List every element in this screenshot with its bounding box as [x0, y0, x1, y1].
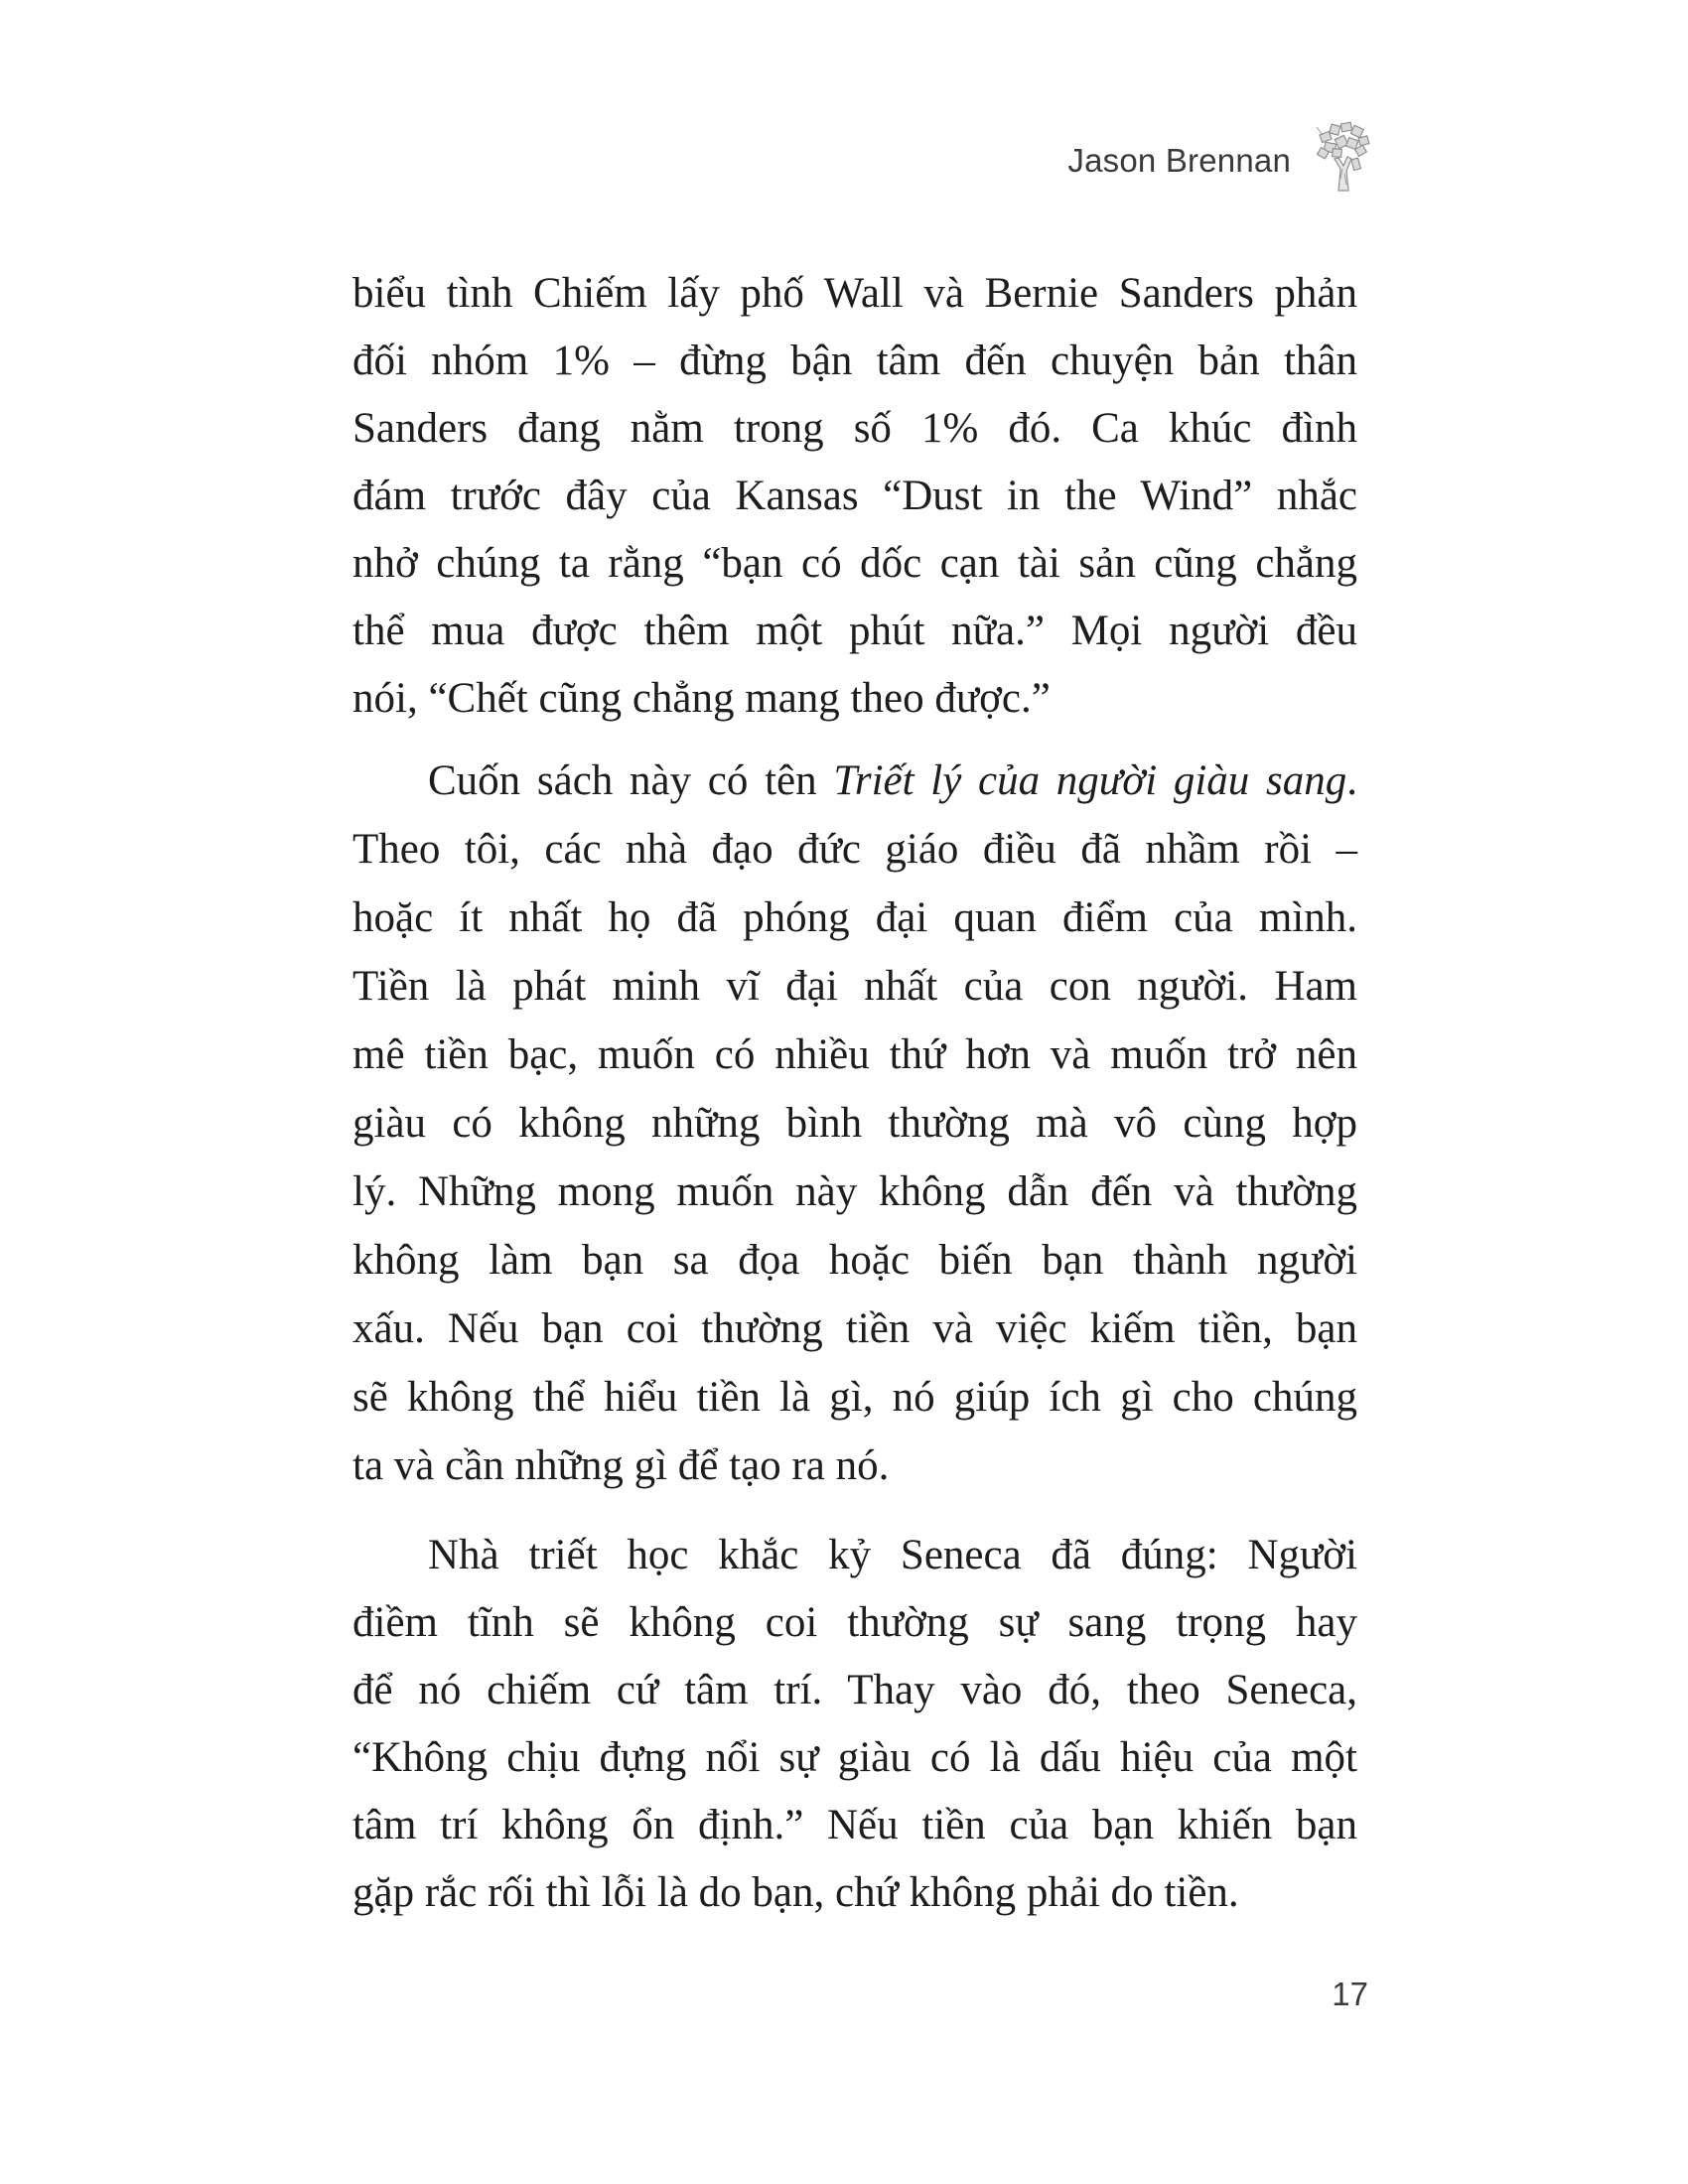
- running-header-author: Jason Brennan: [1067, 142, 1291, 179]
- text-line: sẽ không thể hiểu tiền là gì, nó giúp ích gì cho chúng: [352, 1374, 1357, 1421]
- text-line-with-title: [428, 748, 1357, 815]
- text-line: để nó chiếm cứ tâm trí. Thay vào đó, theo Seneca,: [352, 1667, 1357, 1713]
- text-line: Theo tôi, các nhà đạo đức giáo điều đã nhầm rồi –: [352, 826, 1357, 873]
- text-line: không làm bạn sa đọa hoặc biến bạn thành người: [352, 1237, 1357, 1284]
- text-segment: .: [1346, 757, 1357, 804]
- text-line: thể mua được thêm một phút nữa.” Mọi người đều: [352, 608, 1357, 654]
- text-line: nói, “Chết cũng chẳng mang theo được.”: [352, 675, 1051, 722]
- text-line: đám trước đây của Kansas “Dust in the Wind” nhắc: [352, 473, 1357, 519]
- text-line: hoặc ít nhất họ đã phóng đại quan điểm của mình.: [352, 894, 1357, 941]
- text-line: lý. Những mong muốn này không dẫn đến và thường: [352, 1168, 1357, 1215]
- text-line: Sanders đang nằm trong số 1% đó. Ca khúc đình: [352, 405, 1357, 452]
- text-line: giàu có không những bình thường mà vô cùng hợp: [352, 1100, 1357, 1147]
- text-line: gặp rắc rối thì lỗi là do bạn, chứ không phải do tiền.: [352, 1869, 1239, 1916]
- text-segment: Cuốn sách này có tên: [428, 757, 834, 804]
- text-line: ta và cần những gì để tạo ra nó.: [352, 1442, 890, 1489]
- text-line: Tiền là phát minh vĩ đại nhất của con người. Ham: [352, 963, 1357, 1010]
- text-line: điềm tĩnh sẽ không coi thường sự sang trọng hay: [352, 1599, 1357, 1646]
- text-line: tâm trí không ổn định.” Nếu tiền của bạn khiến bạn: [352, 1802, 1357, 1848]
- text-line: xấu. Nếu bạn coi thường tiền và việc kiếm tiền, bạn: [352, 1305, 1357, 1352]
- text-line: biểu tình Chiếm lấy phố Wall và Bernie Sanders phản: [352, 270, 1357, 317]
- money-tree-icon: [1313, 119, 1374, 193]
- book-title-italic: Triết lý của người giàu sang: [833, 757, 1347, 804]
- text-line: Nhà triết học khắc kỷ Seneca đã đúng: Người: [428, 1532, 1357, 1578]
- text-line: mê tiền bạc, muốn có nhiều thứ hơn và muốn trở nên: [352, 1031, 1357, 1078]
- text-line: nhở chúng ta rằng “bạn có dốc cạn tài sản cũng chẳng: [352, 540, 1357, 587]
- text-line: đối nhóm 1% – đừng bận tâm đến chuyện bản thân: [352, 338, 1357, 384]
- text-line: “Không chịu đựng nổi sự giàu có là dấu hiệu của một: [352, 1734, 1357, 1781]
- page-number: 17: [1332, 1976, 1368, 2012]
